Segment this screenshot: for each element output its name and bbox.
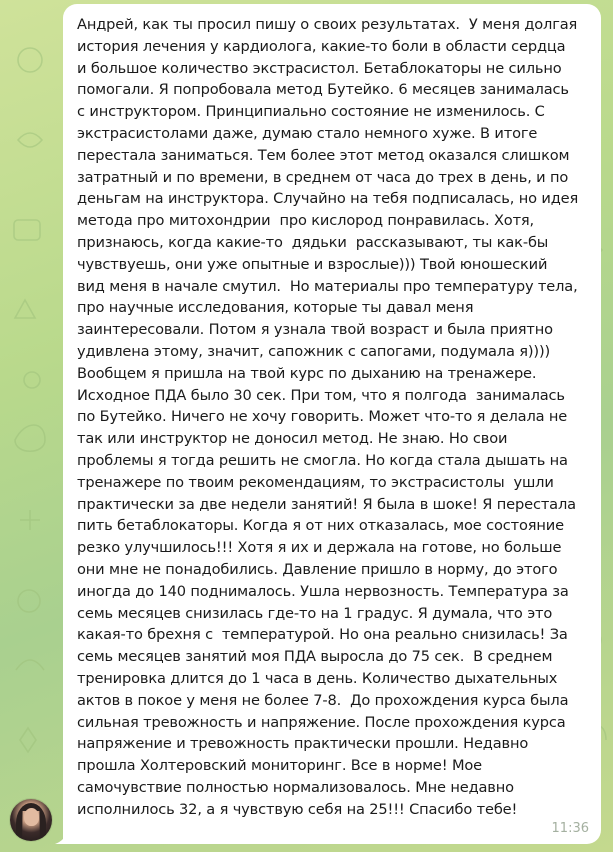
- message-line: удивлена этому, значит, сапожник с сапогами, подумала я)))): [77, 342, 551, 360]
- message-line: практически за две недели занятий! Я была в шоке! Я перестала: [77, 495, 576, 513]
- message-line: затратный и по времени, в среднем от часа до трех в день, и по: [77, 168, 569, 186]
- message-line: семь месяцев занятий моя ПДА выросла до 75 сек. В среднем: [77, 648, 553, 666]
- message-line: помогали. Я попробовала метод Бутейко. 6 месяцев занималась: [77, 81, 569, 99]
- message-line: напряжение и тревожность практически прошли. Недавно: [77, 735, 529, 753]
- message-bubble[interactable]: [63, 4, 601, 844]
- message-text: [77, 14, 579, 820]
- message-line: чувствуешь, они уже опытные и взрослые))) Твой юношеский: [77, 255, 548, 273]
- message-line: так или инструктор не доносил метод. Не знаю. Но свои: [77, 430, 508, 448]
- message-line: признаюсь, когда какие-то дядьки рассказывают, ты как-бы: [77, 233, 549, 251]
- avatar-face: [24, 808, 39, 826]
- message-line: Вообщем я пришла на твой курс по дыханию на тренажере.: [77, 364, 537, 382]
- message-line: тренажере по твоим рекомендациям, то экстрасистолы ушли: [77, 473, 554, 491]
- message-line: проблемы я тогда решить не смогла. Но когда стала дышать на: [77, 451, 568, 469]
- message-line: перестала заниматься. Тем более этот метод оказался слишком: [77, 146, 570, 164]
- message-line: по Бутейко. Ничего не хочу говорить. Может что-то я делала не: [77, 408, 568, 426]
- message-line: иногда до 140 поднималось. Ушла нервозность. Температура за: [77, 582, 569, 600]
- message-line: про научные исследования, которые ты давал меня: [77, 299, 474, 317]
- message-line: история лечения у кардиолога, какие-то боли в области сердца: [77, 37, 566, 55]
- message-line: Андрей, как ты просил пишу о своих результатах. У меня долгая: [77, 16, 578, 33]
- message-line: самочувствие полностью нормализовалось. Мне недавно: [77, 778, 514, 796]
- message-line: сильная тревожность и напряжение. После прохождения курса: [77, 713, 566, 731]
- message-line: и большое количество экстрасистол. Бетаблокаторы не сильно: [77, 59, 562, 77]
- message-line: экстрасистолами даже, думаю стало немного хуже. В итоге: [77, 124, 538, 142]
- message-line: какая-то брехня с температурой. Но она реально снизилась! За: [77, 626, 568, 644]
- message-line: с инструктором. Принципиально состояние не изменилось. С: [77, 103, 545, 121]
- message-line: вид меня в начале смутил. Но материалы про температуру тела,: [77, 277, 578, 295]
- message-line: семь месяцев снизилась где-то на 1 градус. Я думала, что это: [77, 604, 553, 622]
- message-line: Исходное ПДА было 30 сек. При том, что я полгода занималась: [77, 386, 565, 404]
- message-line: пить бетаблокаторы. Когда я от них отказалась, мое состояние: [77, 517, 564, 535]
- message-line: деньгам на инструктора. Случайно на тебя подписалась, но идея: [77, 190, 579, 208]
- message-line: прошла Холтеровский мониторинг. Все в норме! Мое: [77, 757, 483, 775]
- sender-avatar[interactable]: [10, 799, 52, 841]
- message-line: тренировка длится до 1 часа в день. Количество дыхательных: [77, 669, 558, 687]
- message-line: исполнилось 32, а я чувствую себя на 25!!! Спасибо тебе!: [77, 800, 518, 818]
- message-line: актов в покое у меня не более 7-8. До прохождения курса была: [77, 691, 569, 709]
- message-line: резко улучшилось!!! Хотя я их и держала на готове, но больше: [77, 539, 562, 557]
- message-timestamp: 11:36: [551, 821, 589, 836]
- message-line: метода про митохондрии про кислород понравилась. Хотя,: [77, 212, 535, 230]
- message-line: заинтересовали. Потом я узнала твой возраст и была приятно: [77, 321, 553, 339]
- message-line: они мне не понадобились. Давление пришло в норму, до этого: [77, 560, 558, 578]
